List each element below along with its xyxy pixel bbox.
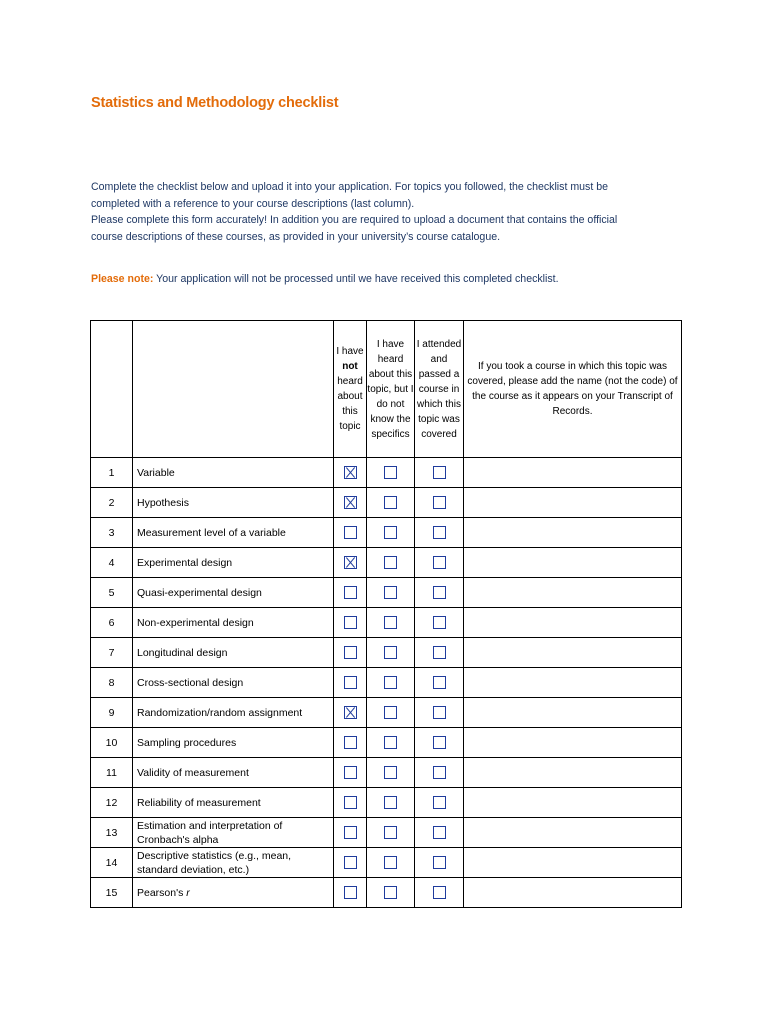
note-text: Your application will not be processed until we have received this completed checklist. — [153, 273, 559, 285]
table-row — [91, 638, 682, 668]
row-topic — [133, 578, 334, 608]
row-topic — [133, 758, 334, 788]
checkbox-cell — [334, 728, 367, 758]
header-heard-not-specifics: I have heard about this topic, but I do not know the specifics — [367, 321, 415, 458]
checkbox-cell — [415, 488, 464, 518]
header-topic-cell — [133, 321, 334, 458]
topic-label: Sampling procedures — [137, 736, 237, 749]
course-name-field[interactable] — [464, 578, 682, 608]
row-number: 4 — [91, 548, 133, 578]
heard-checkbox[interactable] — [384, 646, 397, 659]
checkbox-cell — [415, 698, 464, 728]
row-topic — [133, 458, 334, 488]
not-heard-checkbox[interactable] — [344, 886, 357, 899]
intro-line: Please complete this form accurately! In addition you are required to upload a document that contains the official — [91, 214, 618, 226]
checkbox-cell — [334, 758, 367, 788]
table-row — [91, 758, 682, 788]
heard-checkbox[interactable] — [384, 796, 397, 809]
checklist-table — [90, 320, 682, 908]
attended-checkbox[interactable] — [433, 496, 446, 509]
heard-checkbox[interactable] — [384, 766, 397, 779]
attended-checkbox[interactable] — [433, 526, 446, 539]
attended-checkbox[interactable] — [433, 676, 446, 689]
checkbox-cell — [334, 578, 367, 608]
topic-label: Estimation and interpretation of Cronbach's alpha — [137, 819, 283, 846]
attended-checkbox[interactable] — [433, 886, 446, 899]
checkbox-cell — [367, 788, 415, 818]
course-name-field[interactable] — [464, 728, 682, 758]
checkbox-cell — [367, 458, 415, 488]
attended-checkbox[interactable] — [433, 826, 446, 839]
not-heard-checkbox[interactable] — [344, 796, 357, 809]
topic-italic: r — [186, 886, 190, 899]
row-number: 2 — [91, 488, 133, 518]
checkbox-cell — [367, 728, 415, 758]
not-heard-checkbox[interactable] — [344, 706, 357, 719]
topic-label: Experimental design — [137, 556, 233, 569]
checkbox-cell — [367, 608, 415, 638]
topic-label: Pearson's — [137, 886, 184, 899]
row-number: 14 — [91, 848, 133, 878]
row-topic — [133, 878, 334, 908]
row-number: 10 — [91, 728, 133, 758]
not-heard-checkbox[interactable] — [344, 496, 357, 509]
checkbox-cell — [367, 488, 415, 518]
intro-line: Complete the checklist below and upload it into your application. For topics you followed, the checklist must be — [91, 181, 609, 193]
attended-checkbox[interactable] — [433, 646, 446, 659]
checkbox-cell — [367, 698, 415, 728]
checkbox-cell — [415, 788, 464, 818]
checkbox-cell — [334, 458, 367, 488]
row-number: 15 — [91, 878, 133, 908]
checkbox-cell — [367, 668, 415, 698]
row-topic — [133, 548, 334, 578]
checkbox-cell — [415, 878, 464, 908]
not-heard-checkbox[interactable] — [344, 526, 357, 539]
checkbox-cell — [367, 758, 415, 788]
heard-checkbox[interactable] — [384, 616, 397, 629]
topic-label: Cross-sectional design — [137, 676, 244, 689]
attended-checkbox[interactable] — [433, 736, 446, 749]
attended-checkbox[interactable] — [433, 706, 446, 719]
table-row — [91, 848, 682, 878]
heard-checkbox[interactable] — [384, 556, 397, 569]
row-topic — [133, 638, 334, 668]
row-number: 13 — [91, 818, 133, 848]
heard-checkbox[interactable] — [384, 856, 397, 869]
checkbox-cell — [367, 878, 415, 908]
heard-checkbox[interactable] — [384, 676, 397, 689]
topic-label: Variable — [137, 466, 175, 479]
table-row — [91, 668, 682, 698]
heard-checkbox[interactable] — [384, 736, 397, 749]
checkbox-cell — [334, 638, 367, 668]
checkbox-cell — [367, 578, 415, 608]
checkbox-cell — [415, 818, 464, 848]
course-name-field[interactable] — [464, 518, 682, 548]
checkbox-cell — [415, 548, 464, 578]
note-paragraph — [91, 273, 691, 285]
topic-label: Longitudinal design — [137, 646, 228, 659]
header-number-cell — [91, 321, 133, 458]
topic-label: Non-experimental design — [137, 616, 254, 629]
row-number: 1 — [91, 458, 133, 488]
attended-checkbox[interactable] — [433, 616, 446, 629]
checkbox-cell — [334, 878, 367, 908]
topic-label: Measurement level of a variable — [137, 526, 286, 539]
table-row — [91, 458, 682, 488]
note-label: Please note: — [91, 273, 154, 285]
topic-label: Hypothesis — [137, 496, 189, 509]
checkbox-cell — [367, 548, 415, 578]
row-number: 7 — [91, 638, 133, 668]
table-row — [91, 548, 682, 578]
row-number: 8 — [91, 668, 133, 698]
checkbox-cell — [367, 818, 415, 848]
checkbox-cell — [415, 848, 464, 878]
row-number: 12 — [91, 788, 133, 818]
checkbox-cell — [415, 608, 464, 638]
table-row — [91, 518, 682, 548]
checkbox-cell — [367, 638, 415, 668]
checkbox-cell — [334, 788, 367, 818]
topic-label: Validity of measurement — [137, 766, 249, 779]
table-row — [91, 878, 682, 908]
header-not-heard: I have not heard about this topic — [334, 321, 367, 458]
table-row — [91, 578, 682, 608]
course-name-field[interactable] — [464, 818, 682, 848]
topic-label: Descriptive statistics (e.g., mean, standard deviation, etc.) — [137, 849, 292, 876]
table-row — [91, 608, 682, 638]
not-heard-checkbox[interactable] — [344, 466, 357, 479]
not-heard-checkbox[interactable] — [344, 556, 357, 569]
heard-checkbox[interactable] — [384, 466, 397, 479]
not-heard-checkbox[interactable] — [344, 766, 357, 779]
course-name-field[interactable] — [464, 758, 682, 788]
row-topic — [133, 728, 334, 758]
table-row — [91, 488, 682, 518]
course-name-field[interactable] — [464, 608, 682, 638]
checkbox-cell — [334, 818, 367, 848]
attended-checkbox[interactable] — [433, 466, 446, 479]
row-number: 11 — [91, 758, 133, 788]
attended-checkbox[interactable] — [433, 856, 446, 869]
table-row — [91, 788, 682, 818]
row-topic — [133, 668, 334, 698]
topic-label: Randomization/random assignment — [137, 706, 303, 719]
course-name-field[interactable] — [464, 668, 682, 698]
row-topic — [133, 848, 334, 878]
checkbox-cell — [367, 848, 415, 878]
heard-checkbox[interactable] — [384, 526, 397, 539]
table-row — [91, 698, 682, 728]
checkbox-cell — [334, 848, 367, 878]
checkbox-cell — [367, 518, 415, 548]
topic-label: Quasi-experimental design — [137, 586, 262, 599]
row-topic — [133, 518, 334, 548]
checkbox-cell — [334, 548, 367, 578]
table-row — [91, 728, 682, 758]
checkbox-cell — [415, 578, 464, 608]
row-number: 9 — [91, 698, 133, 728]
checkbox-cell — [415, 668, 464, 698]
attended-checkbox[interactable] — [433, 796, 446, 809]
course-name-field[interactable] — [464, 638, 682, 668]
not-heard-checkbox[interactable] — [344, 736, 357, 749]
heard-checkbox[interactable] — [384, 886, 397, 899]
not-heard-checkbox[interactable] — [344, 856, 357, 869]
not-heard-checkbox[interactable] — [344, 676, 357, 689]
row-topic — [133, 698, 334, 728]
course-name-field[interactable] — [464, 698, 682, 728]
not-heard-checkbox[interactable] — [344, 826, 357, 839]
header-attended-course: I attended and passed a course in which this topic was covered — [415, 321, 464, 458]
heard-checkbox[interactable] — [384, 826, 397, 839]
row-topic — [133, 488, 334, 518]
course-name-field[interactable] — [464, 488, 682, 518]
checkbox-cell — [334, 668, 367, 698]
course-name-field[interactable] — [464, 878, 682, 908]
heard-checkbox[interactable] — [384, 706, 397, 719]
course-name-field[interactable] — [464, 788, 682, 818]
row-topic — [133, 788, 334, 818]
intro-line: course descriptions of these courses, as provided in your university’s course catalogue. — [91, 230, 501, 243]
not-heard-checkbox[interactable] — [344, 586, 357, 599]
checkbox-cell — [334, 698, 367, 728]
checkbox-cell — [415, 518, 464, 548]
checkbox-cell — [415, 758, 464, 788]
intro-line: completed with a reference to your course descriptions (last column). — [91, 197, 415, 210]
row-topic — [133, 818, 334, 848]
course-name-field[interactable] — [464, 458, 682, 488]
checklist-rows — [91, 458, 682, 908]
not-heard-checkbox[interactable] — [344, 646, 357, 659]
checkbox-cell — [415, 728, 464, 758]
attended-checkbox[interactable] — [433, 766, 446, 779]
heard-checkbox[interactable] — [384, 586, 397, 599]
row-number: 6 — [91, 608, 133, 638]
document-title: Statistics and Methodology checklist — [91, 95, 339, 111]
heard-checkbox[interactable] — [384, 496, 397, 509]
attended-checkbox[interactable] — [433, 556, 446, 569]
checkbox-cell — [334, 488, 367, 518]
checkbox-cell — [415, 638, 464, 668]
table-row — [91, 818, 682, 848]
row-topic — [133, 608, 334, 638]
table-header-row — [91, 321, 682, 458]
course-name-field[interactable] — [464, 548, 682, 578]
not-heard-checkbox[interactable] — [344, 616, 357, 629]
row-number: 5 — [91, 578, 133, 608]
checkbox-cell — [415, 458, 464, 488]
course-name-field[interactable] — [464, 848, 682, 878]
attended-checkbox[interactable] — [433, 586, 446, 599]
topic-label: Reliability of measurement — [137, 796, 261, 809]
checkbox-cell — [334, 608, 367, 638]
intro-paragraph — [91, 179, 691, 245]
checkbox-cell — [334, 518, 367, 548]
row-number: 3 — [91, 518, 133, 548]
header-course-name: If you took a course in which this topic was covered, please add the name (not the code) of the course as it appears on your Transcript of Records. — [464, 321, 682, 458]
